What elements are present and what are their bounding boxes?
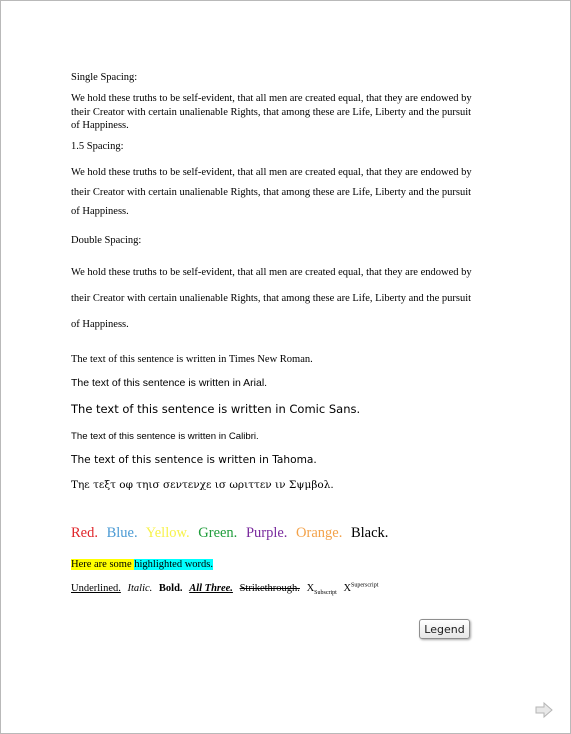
color-words-line — [71, 525, 393, 542]
font-comic-sentence: The text of this sentence is written in Comic Sans. — [71, 402, 361, 416]
highlight-yellow: Here are some — [71, 559, 135, 570]
highlight-line — [71, 558, 213, 571]
color-word-red: Red. — [71, 525, 98, 541]
single-spacing-paragraph — [71, 92, 501, 133]
paragraph-line: their Creator with certain unalienable Rights, that among these are Life, Liberty and the pursuit — [71, 186, 472, 198]
next-page-arrow-icon[interactable] — [534, 701, 554, 719]
italic-text: Italic. — [127, 582, 153, 594]
legend-button[interactable]: Legend — [419, 619, 470, 639]
subscript-text: Subscript — [314, 589, 337, 596]
paragraph-line: We hold these truths to be self-evident, that all men are created equal, that they are endowed by — [71, 167, 472, 178]
font-calibri-sentence: The text of this sentence is written in Calibri. — [71, 431, 259, 442]
paragraph-line: of Happiness. — [71, 120, 129, 131]
onehalf-spacing-label: 1.5 Spacing: — [71, 141, 124, 152]
paragraph-line: of Happiness. — [71, 319, 129, 330]
font-times-sentence: The text of this sentence is written in Times New Roman. — [71, 354, 313, 365]
bold-text: Bold. — [158, 582, 183, 594]
double-spacing-label: Double Spacing: — [71, 235, 142, 246]
paragraph-line: their Creator with certain unalienable Rights, that among these are Life, Liberty and the pursuit — [71, 293, 472, 304]
formatting-line — [71, 582, 382, 596]
color-word-green: Green. — [198, 525, 238, 541]
color-word-yellow: Yellow. — [145, 525, 190, 541]
subscript-example — [307, 583, 337, 594]
superscript-example — [343, 583, 378, 594]
font-symbol-sentence: Τηε τεξτ οφ τηισ σεντενχε ισ ωριττεν ιν Σψμβολ. — [71, 479, 334, 491]
color-word-orange: Orange. — [296, 525, 343, 541]
color-word-black: Black. — [350, 525, 389, 541]
superscript-text: Superscript — [351, 582, 379, 588]
color-word-blue: Blue. — [106, 525, 138, 541]
strikethrough-text: Strikethrough. — [239, 582, 300, 594]
font-arial-sentence: The text of this sentence is written in Arial. — [71, 377, 268, 389]
font-tahoma-sentence: The text of this sentence is written in Tahoma. — [71, 454, 317, 466]
paragraph-line: their Creator with certain unalienable Rights, that among these are Life, Liberty and the pursuit — [71, 106, 472, 118]
paragraph-line: of Happiness. — [71, 206, 129, 217]
x-letter: X — [306, 582, 315, 594]
color-word-purple: Purple. — [245, 525, 288, 541]
paragraph-line: We hold these truths to be self-evident, that all men are created equal, that they are endowed by — [71, 93, 472, 104]
highlight-cyan: highlighted words. — [134, 559, 214, 570]
onehalf-spacing-paragraph — [71, 163, 501, 222]
underlined-text: Underlined. — [71, 582, 121, 594]
double-spacing-paragraph — [71, 260, 501, 338]
x-letter: X — [343, 582, 352, 594]
paragraph-line: We hold these truths to be self-evident, that all men are created equal, that they are endowed by — [71, 267, 472, 278]
single-spacing-label: Single Spacing: — [71, 72, 138, 83]
all-three-text: All Three. — [189, 582, 233, 594]
